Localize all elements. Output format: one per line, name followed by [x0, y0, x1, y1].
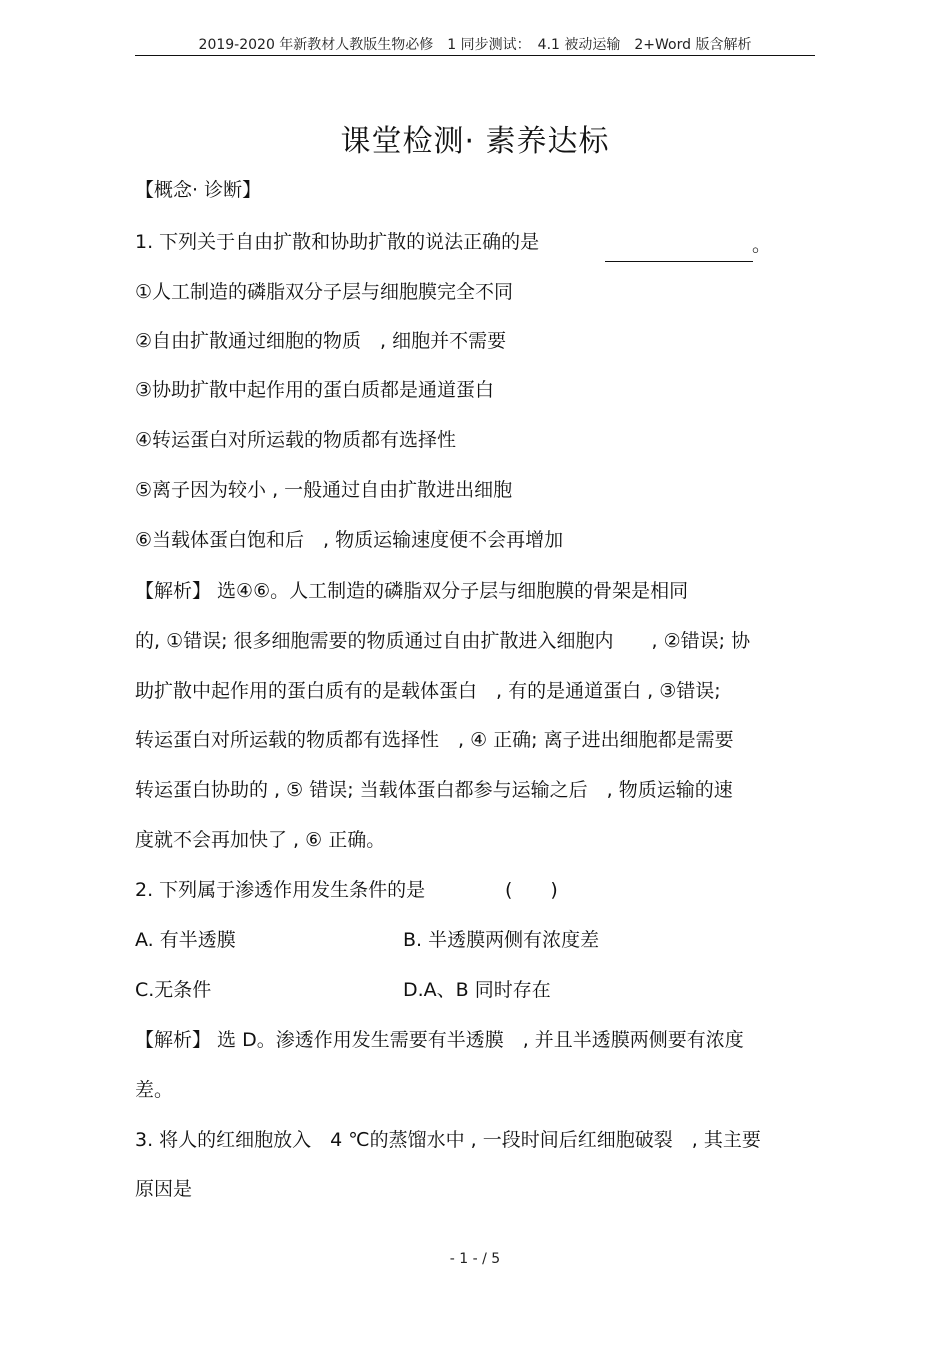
header-rule	[135, 55, 815, 56]
question-2-option-c: C.无条件	[135, 979, 212, 1001]
page-header: 2019-2020 年新教材人教版生物必修 1 同步测试： 4.1 被动运输 2+Word 版含解析	[198, 37, 752, 53]
question-1-option-3: ③协助扩散中起作用的蛋白质都是通道蛋白	[135, 379, 495, 401]
answer-parentheses: ( )	[505, 879, 558, 901]
question-1-explanation-line: 转运蛋白协助的 , ⑤ 错误; 当载体蛋白都参与运输之后 , 物质运输的速	[135, 779, 733, 801]
question-2-option-b: B. 半透膜两侧有浓度差	[403, 929, 600, 951]
question-1-explanation-line: 助扩散中起作用的蛋白质有的是载体蛋白 , 有的是通道蛋白 , ③错误;	[135, 680, 721, 702]
question-2-explanation-line: 差。	[135, 1079, 174, 1101]
question-1-explanation-line: 【解析】 选④⑥。人工制造的磷脂双分子层与细胞膜的骨架是相同	[135, 580, 689, 602]
question-3-stem: 3. 将人的红细胞放入 4 ℃的蒸馏水中 , 一段时间后红细胞破裂 , 其主要	[135, 1129, 761, 1151]
question-1-option-2: ②自由扩散通过细胞的物质 , 细胞并不需要	[135, 330, 507, 352]
question-1-explanation-line: 转运蛋白对所运载的物质都有选择性 , ④ 正确; 离子进出细胞都是需要	[135, 729, 734, 751]
page-number: - 1 - / 5	[449, 1251, 501, 1267]
question-2-option-d: D.A、B 同时存在	[403, 979, 551, 1001]
question-1-option-5: ⑤离子因为较小 , 一般通过自由扩散进出细胞	[135, 479, 513, 501]
question-2-option-a: A. 有半透膜	[135, 929, 236, 951]
question-3-stem-continued: 原因是	[135, 1178, 193, 1200]
question-2-explanation-line: 【解析】 选 D。渗透作用发生需要有半透膜 , 并且半透膜两侧要有浓度	[135, 1029, 744, 1051]
page-title: 课堂检测· 素养达标	[340, 124, 610, 159]
section-heading: 【概念· 诊断】	[135, 179, 262, 201]
question-1-option-1: ①人工制造的磷脂双分子层与细胞膜完全不同	[135, 281, 514, 303]
question-2-stem: 2. 下列属于渗透作用发生条件的是	[135, 879, 426, 901]
question-1-option-6: ⑥当载体蛋白饱和后 , 物质运输速度便不会再增加	[135, 529, 564, 551]
question-1-period: 。	[752, 234, 772, 256]
question-1-stem: 1. 下列关于自由扩散和协助扩散的说法正确的是	[135, 231, 540, 253]
question-1-explanation-line: 度就不会再加快了 , ⑥ 正确。	[135, 829, 386, 851]
answer-blank[interactable]	[605, 233, 753, 262]
question-1-explanation-line: 的, ①错误; 很多细胞需要的物质通过自由扩散进入细胞内 , ②错误; 协	[135, 630, 751, 652]
question-1-option-4: ④转运蛋白对所运载的物质都有选择性	[135, 429, 457, 451]
